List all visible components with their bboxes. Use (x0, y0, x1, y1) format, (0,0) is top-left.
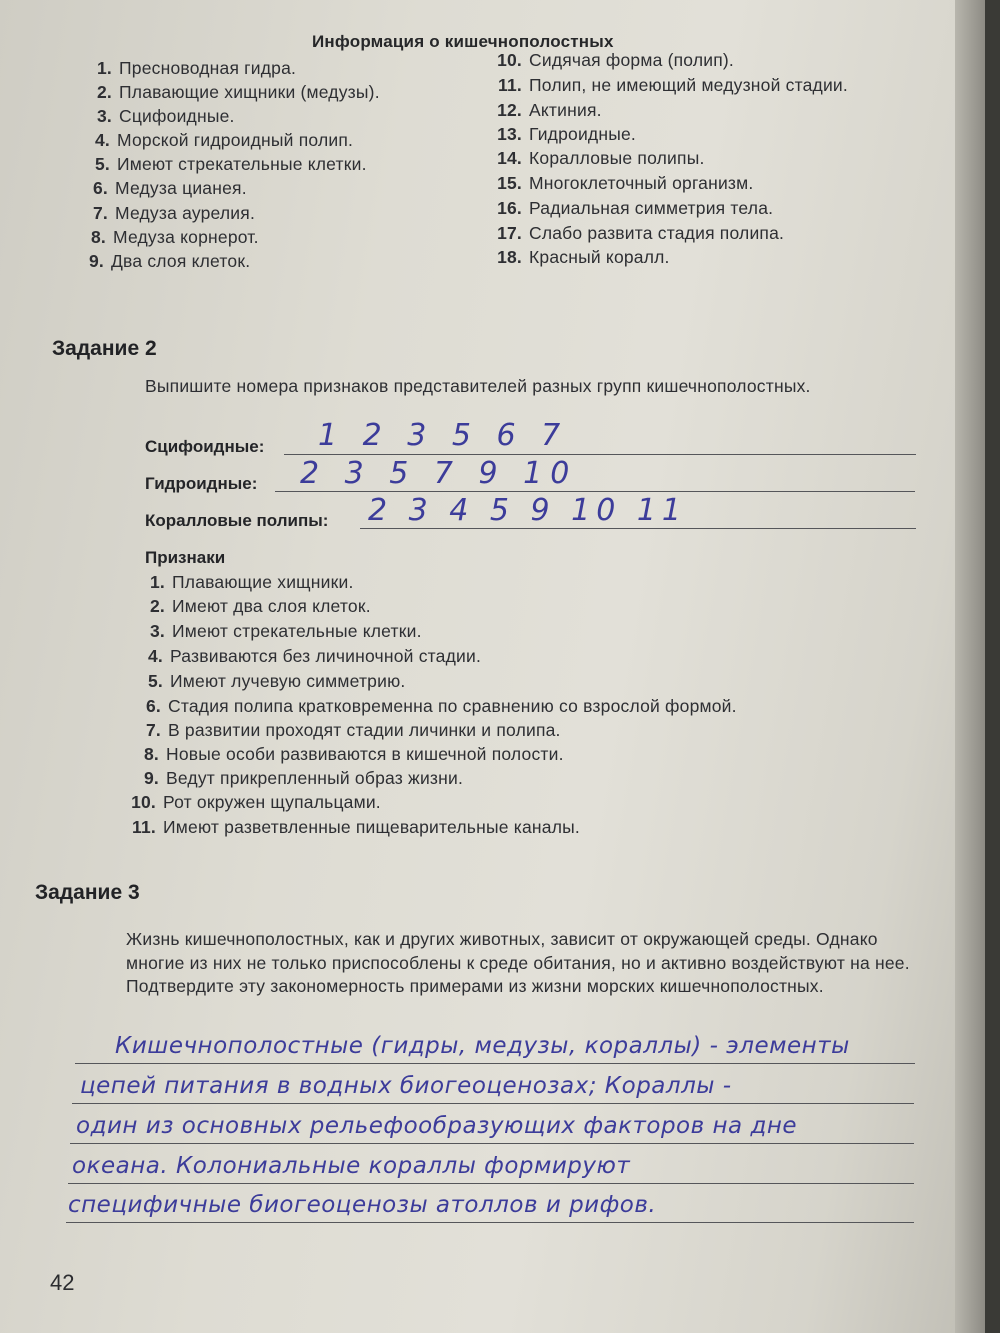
info-item-3: 3. Сцифоидные. (97, 106, 235, 126)
info-item-10: 10. Сидячая форма (полип). (497, 50, 734, 70)
info-item-15: 15. Многоклеточный организм. (497, 173, 754, 193)
answer-line (284, 454, 916, 455)
sign-11: 11. Имеют разветвленные пищеварительные каналы. (132, 817, 580, 837)
info-item-9: 9. Два слоя клеток. (89, 251, 251, 271)
info-item-8: 8. Медуза корнерот. (91, 227, 259, 247)
hydrozoa-answer: 2 3 5 7 9 10 (300, 456, 578, 491)
answer-line (360, 528, 916, 529)
info-item-1: 1. Пресноводная гидра. (97, 58, 297, 78)
anthozoa-answer: 2 3 4 5 9 10 11 (368, 493, 687, 528)
signs-title: Признаки (145, 548, 226, 567)
info-item-17: 17. Слабо развита стадия полипа. (497, 223, 785, 243)
info-item-4: 4. Морской гидроидный полип. (95, 130, 354, 150)
answer-line-3: один из основных рельефообразующих факторов на дне (76, 1113, 798, 1139)
answer-line (75, 1063, 915, 1064)
info-item-12: 12. Актиния. (497, 100, 602, 120)
hydrozoa-label: Гидроидные: (145, 474, 258, 493)
info-item-7: 7. Медуза аурелия. (93, 203, 256, 223)
info-item-14: 14. Коралловые полипы. (497, 148, 705, 168)
sign-9: 9. Ведут прикрепленный образ жизни. (144, 768, 464, 788)
info-item-6: 6. Медуза цианея. (93, 178, 247, 198)
answer-line-4: океана. Колониальные кораллы формируют (72, 1153, 631, 1179)
sign-3: 3. Имеют стрекательные клетки. (150, 621, 422, 641)
answer-line (275, 491, 915, 492)
sign-6: 6. Стадия полипа кратковременна по сравнению со взрослой формой. (146, 696, 737, 716)
task2-heading: Задание 2 (52, 337, 157, 360)
info-item-11: 11. Полип, не имеющий медузной стадии. (498, 75, 848, 95)
answer-line-1: Кишечнополостные (гидры, медузы, кораллы) - элементы (115, 1033, 850, 1059)
anthozoa-label: Коралловые полипы: (145, 511, 329, 530)
info-item-16: 16. Радиальная симметрия тела. (497, 198, 774, 218)
answer-line-5: специфичные биогеоценозы атоллов и рифов. (68, 1192, 657, 1218)
page-fold-shadow (955, 0, 985, 1333)
sign-5: 5. Имеют лучевую симметрию. (148, 671, 406, 691)
sign-7: 7. В развитии проходят стадии личинки и полипа. (146, 720, 561, 740)
task3-heading: Задание 3 (35, 881, 140, 904)
sign-10: 10. Рот окружен щупальцами. (131, 792, 381, 812)
answer-line (70, 1143, 914, 1144)
sign-8: 8. Новые особи развиваются в кишечной полости. (144, 744, 564, 764)
sign-4: 4. Развиваются без личиночной стадии. (148, 646, 482, 666)
task3-instruction: Жизнь кишечнополостных, как и других животных, зависит от окружающей среды. Однако многие из них не только приспособлены к среде обитания, но и активно воздействуют на нее. Подтвердите эту закономерность примерами из жизни морских кишечнополостных. (126, 929, 910, 996)
sign-1: 1. Плавающие хищники. (150, 572, 354, 592)
sign-2: 2. Имеют два слоя клеток. (150, 596, 371, 616)
info-item-18: 18. Красный коралл. (497, 247, 670, 267)
answer-line (68, 1183, 914, 1184)
answer-line (72, 1103, 914, 1104)
info-item-2: 2. Плавающие хищники (медузы). (97, 82, 380, 102)
scyphozoa-label: Сцифоидные: (145, 437, 265, 456)
info-item-13: 13. Гидроидные. (497, 124, 636, 144)
info-title: Информация о кишечнополостных (312, 32, 614, 51)
page-number: 42 (50, 1270, 75, 1295)
scyphozoa-answer: 1 2 3 5 6 7 (318, 418, 569, 453)
info-item-5: 5. Имеют стрекательные клетки. (95, 154, 367, 174)
answer-line-2: цепей питания в водных биогеоценозах; Кораллы - (80, 1073, 732, 1099)
answer-line (66, 1222, 914, 1223)
task2-instruction: Выпишите номера признаков представителей разных групп кишечнополостных. (145, 376, 811, 396)
